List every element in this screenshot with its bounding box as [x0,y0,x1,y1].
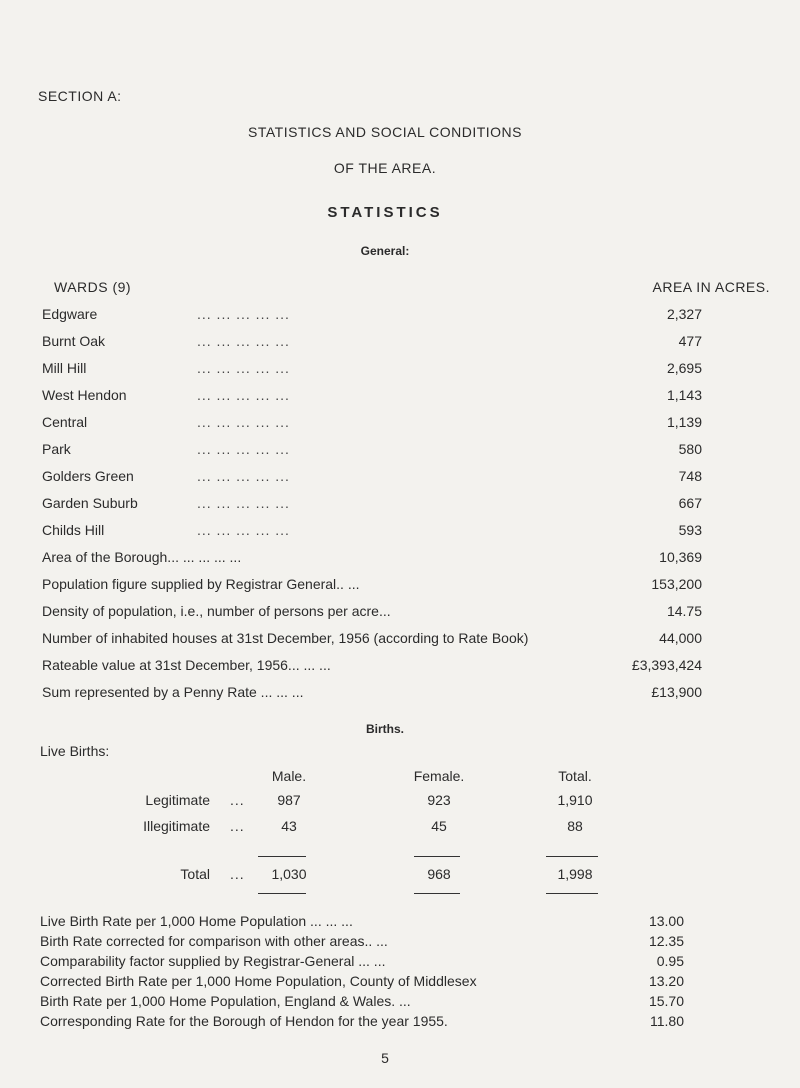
ward-acres: 477 [678,333,702,349]
rate-value: 11.80 [650,1013,684,1029]
ward-row [42,360,702,380]
rate-value: 15.70 [648,993,684,1009]
births-female: 45 [431,818,447,834]
ward-acres: 1,143 [666,387,702,403]
ward-name: Childs Hill [42,522,105,538]
ward-name: Central [42,414,88,430]
stat-row [42,684,702,704]
leader-dots: ... ... ... ... ... [197,414,290,430]
stat-value: 14.75 [666,603,702,619]
stat-value: 10,369 [659,549,702,565]
births-total-female: 968 [427,866,451,882]
births-total-total: 1,998 [557,866,593,882]
leader-dots: ... ... ... ... ... [197,468,290,484]
births-female: 923 [427,792,451,808]
page-number: 5 [381,1050,389,1066]
page-title-line2: OF THE AREA. [333,160,437,176]
ward-row [42,387,702,407]
stat-row [42,576,702,596]
stat-row [42,630,702,650]
ward-row [42,495,702,515]
births-total-male: 1,030 [271,866,307,882]
stat-value: 44,000 [659,630,702,646]
rate-value: 13.20 [648,973,684,989]
births-total-label: Total [180,866,210,882]
total-column-header: Total. [558,768,592,784]
total-rule [258,893,306,894]
subtotal-rule [258,856,306,857]
leader-dots: ... ... ... ... ... [197,306,290,322]
ward-acres: 2,327 [666,306,702,322]
ward-name: Park [42,441,71,457]
male-column-header: Male. [271,768,307,784]
rate-label: Corresponding Rate for the Borough of Hendon for the year 1955. [40,1013,448,1029]
ward-name: Burnt Oak [42,333,106,349]
rate-label: Birth Rate per 1,000 Home Population, England & Wales. ... [40,993,411,1009]
rate-row [40,973,684,993]
ward-acres: 2,695 [666,360,702,376]
page-title-line1: STATISTICS AND SOCIAL CONDITIONS [248,124,522,140]
ward-acres: 667 [678,495,702,511]
leader-dots: ... ... ... ... ... [197,387,290,403]
births-male: 43 [281,818,297,834]
ward-acres: 580 [678,441,702,457]
stat-value: £13,900 [651,684,702,700]
subtotal-rule [414,856,460,857]
stat-value: 153,200 [651,576,702,592]
rate-row [40,933,684,953]
stat-row [42,657,702,677]
leader-dots: ... ... ... ... ... [197,441,290,457]
rate-row [40,913,684,933]
general-subheading: General: [360,244,410,258]
births-total: 1,910 [557,792,593,808]
leader-dots: ... [230,866,245,882]
leader-dots: ... [230,818,245,834]
births-heading: Births. [365,722,404,736]
ward-acres: 748 [678,468,702,484]
ward-acres: 593 [678,522,702,538]
stat-row [42,549,702,569]
rate-row [40,993,684,1013]
rate-row [40,1013,684,1033]
subtotal-rule [546,856,598,857]
ward-name: West Hendon [42,387,127,403]
ward-name: Edgware [42,306,98,322]
rate-label: Corrected Birth Rate per 1,000 Home Population, County of Middlesex [40,973,477,989]
births-total: 88 [567,818,583,834]
statistics-heading: STATISTICS [327,204,443,221]
ward-row [42,468,702,488]
leader-dots: ... ... ... ... ... [197,522,290,538]
female-column-header: Female. [413,768,465,784]
leader-dots: ... ... ... ... ... [197,333,290,349]
rate-value: 12.35 [648,933,684,949]
births-row-label: Illegitimate [143,818,210,834]
area-column-header: AREA IN ACRES. [652,279,770,295]
rate-label: Live Birth Rate per 1,000 Home Population ... ... ... [40,913,353,929]
rate-row [40,953,684,973]
ward-name: Mill Hill [42,360,87,376]
total-rule [546,893,598,894]
rate-label: Comparability factor supplied by Registrar-General ... ... [40,953,386,969]
births-row-label: Legitimate [145,792,210,808]
leader-dots: ... [230,792,245,808]
stat-label: Density of population, i.e., number of persons per acre... [42,603,391,619]
stat-label: Population figure supplied by Registrar General.. ... [42,576,360,592]
ward-row [42,333,702,353]
live-births-label: Live Births: [40,743,110,759]
ward-row [42,414,702,434]
wards-column-header: WARDS (9) [54,279,132,295]
stat-value: £3,393,424 [631,657,702,673]
rate-label: Birth Rate corrected for comparison with other areas.. ... [40,933,388,949]
ward-row [42,522,702,542]
rate-value: 13.00 [648,913,684,929]
ward-acres: 1,139 [666,414,702,430]
leader-dots: ... ... ... ... ... [197,360,290,376]
ward-row [42,441,702,461]
ward-name: Golders Green [42,468,134,484]
stat-label: Area of the Borough... ... ... ... ... [42,549,242,565]
births-male: 987 [277,792,301,808]
rate-value: 0.95 [656,953,684,969]
stat-label: Number of inhabited houses at 31st December, 1956 (according to Rate Book) [42,630,529,646]
section-label: SECTION A: [38,88,122,104]
ward-row [42,306,702,326]
ward-name: Garden Suburb [42,495,138,511]
total-rule [414,893,460,894]
leader-dots: ... ... ... ... ... [197,495,290,511]
stat-label: Rateable value at 31st December, 1956... ... ... [42,657,331,673]
stat-row [42,603,702,623]
stat-label: Sum represented by a Penny Rate ... ... ... [42,684,304,700]
